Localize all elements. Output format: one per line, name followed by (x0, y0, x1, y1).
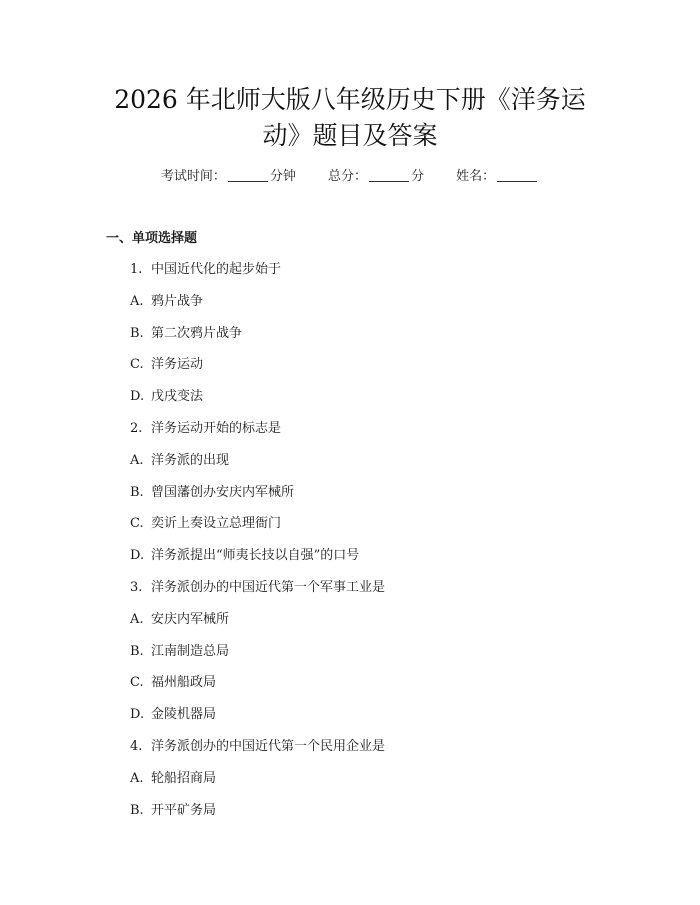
option-letter: A. (130, 611, 144, 627)
answer-option (130, 387, 203, 407)
option-letter: A. (130, 770, 144, 786)
answer-option (130, 642, 229, 662)
question-number: 2. (130, 421, 143, 436)
exam-time-blank (228, 167, 268, 182)
student-name-label: 姓名： (456, 169, 496, 184)
student-name-blank (497, 167, 537, 182)
exam-time-unit: 分钟 (269, 169, 296, 184)
option-letter: D. (130, 707, 145, 723)
total-score-unit: 分 (411, 169, 425, 184)
answer-option (130, 705, 216, 725)
option-text: 戊戌变法 (151, 389, 204, 405)
answer-option (130, 355, 203, 375)
option-letter: D. (130, 548, 145, 564)
answer-option (130, 324, 242, 344)
option-text: 曾国藩创办安庆内军械所 (151, 484, 295, 500)
option-letter: C. (130, 516, 144, 532)
exam-time-label: 考试时间： (160, 169, 226, 184)
total-score-blank (369, 167, 409, 182)
document-title-line-2: 动》题目及答案 (262, 121, 438, 150)
option-letter: A. (130, 452, 144, 468)
answer-option (130, 483, 294, 503)
option-text: 洋务运动 (151, 357, 204, 373)
option-text: 江南制造总局 (151, 643, 230, 659)
answer-option (130, 801, 216, 821)
option-text: 奕䜣上奏设立总理衙门 (151, 516, 282, 532)
exam-time-field (161, 169, 300, 184)
student-name-field (456, 169, 539, 184)
option-letter: C. (130, 675, 144, 691)
answer-option (130, 451, 229, 471)
question-text: 洋务派创办的中国近代第一个民用企业是 (151, 739, 386, 754)
option-letter: B. (130, 802, 144, 818)
question-number: 3. (130, 580, 143, 595)
question-stem (130, 419, 281, 439)
total-score-field (328, 169, 428, 184)
total-score-label: 总分： (327, 169, 367, 184)
option-text: 金陵机器局 (151, 707, 217, 723)
option-text: 洋务派提出“师夷长技以自强”的口号 (151, 548, 360, 564)
answer-option (130, 673, 216, 693)
option-letter: B. (130, 643, 144, 659)
answer-option (130, 514, 281, 534)
option-letter: C. (130, 357, 144, 373)
option-text: 福州船政局 (151, 675, 217, 691)
question-text: 中国近代化的起步始于 (151, 262, 282, 277)
question-text: 洋务运动开始的标志是 (151, 421, 282, 436)
section-heading: 一、单项选择题 (106, 231, 198, 246)
option-text: 鸦片战争 (151, 293, 204, 309)
document-title-line-1: 2026 年北师大版八年级历史下册《洋务运 (114, 85, 586, 114)
option-letter: B. (130, 484, 144, 500)
question-number: 1. (130, 262, 143, 277)
option-letter: A. (130, 293, 144, 309)
option-letter: B. (130, 325, 144, 341)
option-text: 第二次鸦片战争 (151, 325, 243, 341)
exam-meta-line (0, 167, 700, 187)
question-stem (130, 737, 385, 757)
question-stem (130, 260, 281, 280)
option-text: 轮船招商局 (151, 770, 217, 786)
answer-option (130, 610, 229, 630)
option-letter: D. (130, 389, 145, 405)
option-text: 开平矿务局 (151, 802, 217, 818)
answer-option (130, 292, 203, 312)
option-text: 安庆内军械所 (151, 611, 230, 627)
option-text: 洋务派的出现 (151, 452, 230, 468)
answer-option (130, 769, 216, 789)
answer-option (130, 546, 359, 566)
question-number: 4. (130, 739, 143, 754)
question-stem (130, 578, 385, 598)
question-text: 洋务派创办的中国近代第一个军事工业是 (151, 580, 386, 595)
